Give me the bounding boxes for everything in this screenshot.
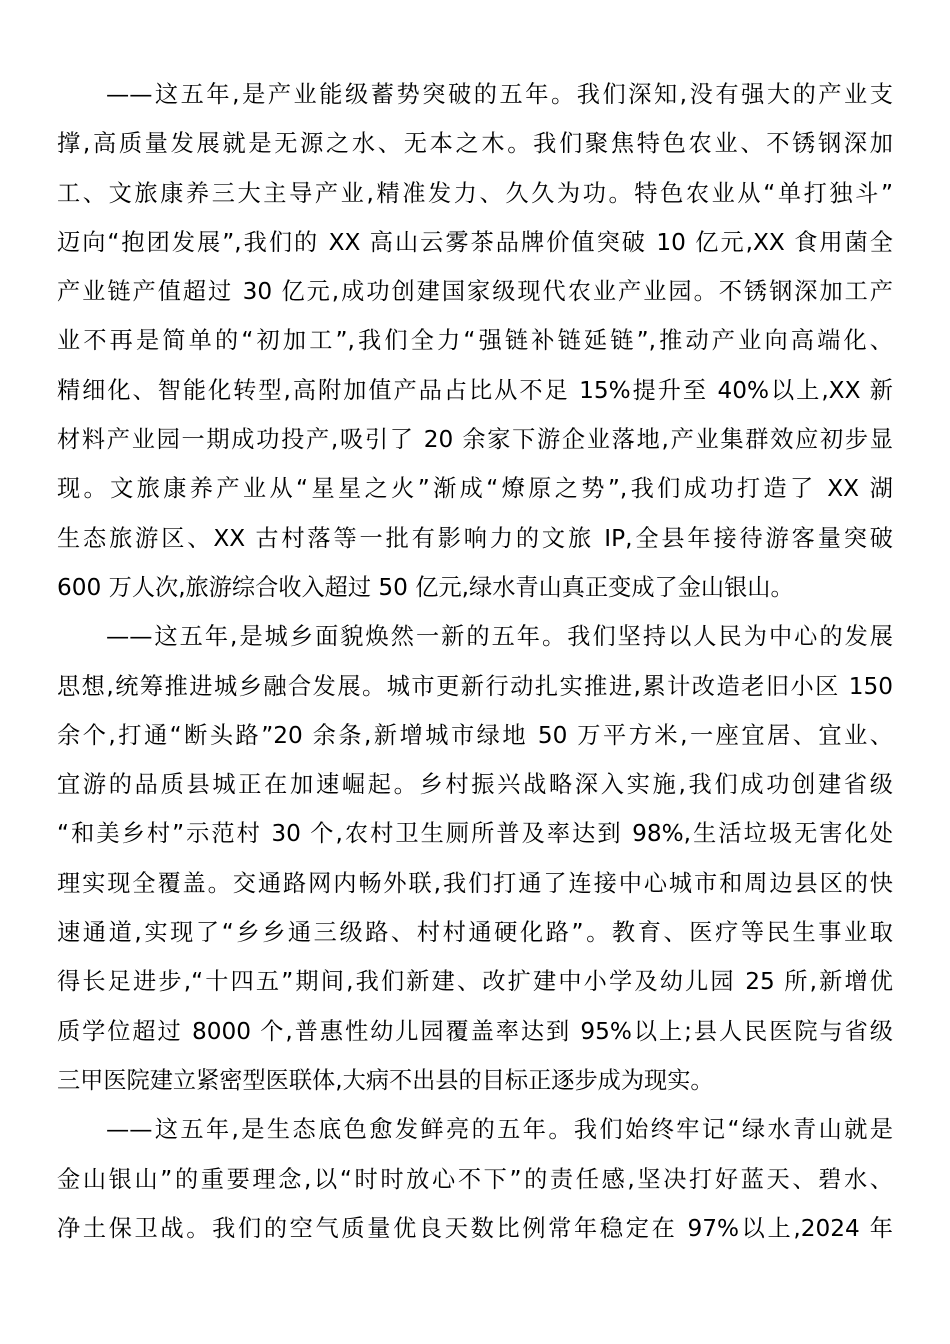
text-line: 速通道,实现了“乡乡通三级路、村村通硬化路”。教育、医疗等民生事业取 — [57, 919, 893, 947]
text-line: 材料产业园一期成功投产,吸引了 20 余家下游企业落地,产业集群效应初步显 — [57, 426, 893, 454]
text-line: 600 万人次,旅游综合收入超过 50 亿元,绿水青山真正变成了金山银山。 — [57, 573, 794, 601]
text-line: ——这五年,是生态底色愈发鲜亮的五年。我们始终牢记“绿水青山就是 — [106, 1116, 893, 1144]
text-line: 现。文旅康养产业从“星星之火”渐成“燎原之势”,我们成功打造了 XX 湖 — [57, 475, 893, 503]
paragraph-urban-rural — [57, 612, 893, 1105]
document-page — [57, 70, 893, 1253]
text-line: 思想,统筹推进城乡融合发展。城市更新行动扎实推进,累计改造老旧小区 150 — [57, 672, 893, 700]
text-line: 撑,高质量发展就是无源之水、无本之木。我们聚焦特色农业、不锈钢深加 — [57, 130, 893, 158]
text-line: 产业链产值超过 30 亿元,成功创建国家级现代农业产业园。不锈钢深加工产 — [57, 278, 893, 306]
text-line: 理实现全覆盖。交通路网内畅外联,我们打通了连接中心城市和周边县区的快 — [57, 869, 893, 897]
paragraph-industry — [57, 70, 893, 612]
text-line: 宜游的品质县城正在加速崛起。乡村振兴战略深入实施,我们成功创建省级 — [57, 771, 893, 799]
text-line: ——这五年,是产业能级蓄势突破的五年。我们深知,没有强大的产业支 — [106, 81, 893, 108]
text-line: 生态旅游区、XX 古村落等一批有影响力的文旅 IP,全县年接待游客量突破 — [57, 524, 893, 552]
paragraph-ecology — [57, 1105, 893, 1253]
text-line: 迈向“抱团发展”,我们的 XX 高山云雾茶品牌价值突破 10 亿元,XX 食用菌全 — [57, 228, 893, 256]
text-line: 精细化、智能化转型,高附加值产品占比从不足 15%提升至 40%以上,XX 新 — [57, 376, 893, 404]
text-line: 业不再是简单的“初加工”,我们全力“强链补链延链”,推动产业向高端化、 — [57, 327, 893, 355]
text-line: 质学位超过 8000 个,普惠性幼儿园覆盖率达到 95%以上;县人民医院与省级 — [57, 1017, 893, 1045]
text-line: 三甲医院建立紧密型医联体,大病不出县的目标正逐步成为现实。 — [57, 1066, 714, 1094]
text-line: “和美乡村”示范村 30 个,农村卫生厕所普及率达到 98%,生活垃圾无害化处 — [57, 820, 893, 848]
text-line: 净土保卫战。我们的空气质量优良天数比例常年稳定在 97%以上,2024 年 — [57, 1214, 893, 1242]
text-line: ——这五年,是城乡面貌焕然一新的五年。我们坚持以人民为中心的发展 — [106, 623, 893, 651]
text-line: 得长足进步,“十四五”期间,我们新建、改扩建中小学及幼儿园 25 所,新增优 — [57, 968, 893, 996]
text-line: 余个,打通“断头路”20 余条,新增城市绿地 50 万平方米,一座宜居、宜业、 — [57, 721, 893, 749]
text-line: 工、文旅康养三大主导产业,精准发力、久久为功。特色农业从“单打独斗” — [57, 179, 893, 207]
text-line: 金山银山”的重要理念,以“时时放心不下”的责任感,坚决打好蓝天、碧水、 — [57, 1165, 893, 1193]
